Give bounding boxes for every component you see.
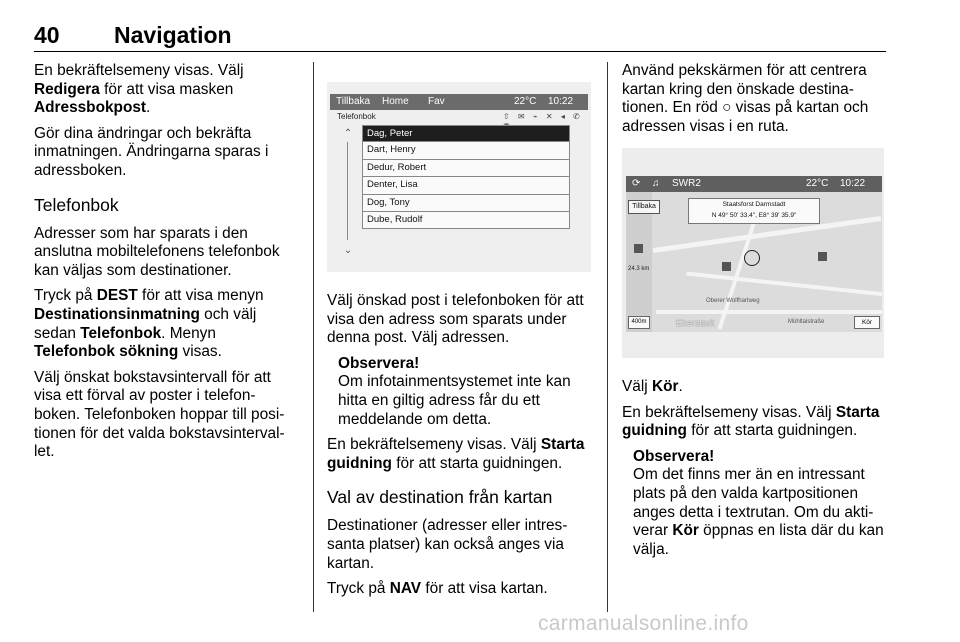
phonebook-screenshot xyxy=(327,82,591,272)
map-screenshot xyxy=(622,148,884,358)
street-label: Mühltalstraße xyxy=(788,319,825,325)
column-2 xyxy=(327,292,593,606)
note-body: Om det finns mer än en intressant plats på den valda kartpositionen anges detta i textrutan. Om du akti-verar Kör öppnas en lista där du kan välja. xyxy=(633,466,884,558)
list-item[interactable]: Denter, Lisa xyxy=(362,177,570,194)
map-road xyxy=(686,272,882,297)
radio-icon: ♫ xyxy=(652,178,660,189)
temperature-readout: 22°C xyxy=(806,178,829,189)
address-line-1: Staatsforst Darmstadt xyxy=(722,201,786,208)
note-title: Observera! xyxy=(633,447,715,465)
address-box[interactable] xyxy=(688,198,820,224)
city-label: Eberstadt xyxy=(676,318,715,328)
phonebook-top-bar xyxy=(330,94,588,110)
column-1 xyxy=(34,62,296,469)
col1-paragraph-3: Adresser som har sparats i den anslutna mobiltelefonens telefonbok kan väljas som destinationer. xyxy=(34,224,280,279)
poi-icon xyxy=(634,244,643,253)
page-number: 40 xyxy=(34,22,60,48)
phonebook-list xyxy=(362,125,570,229)
col3-paragraph-1: Använd pekskärmen för att centrera kartan kring den önskade destina-tionen. En röd ○ visas på kartan och adressen visas i en ruta. xyxy=(622,62,869,135)
watermark: carmanualsonline.info xyxy=(538,612,749,635)
map-road xyxy=(656,310,882,314)
note-2 xyxy=(622,448,888,560)
note-body: Om infotainmentsystemet inte kan hitta en giltig adress får du ett meddelande om detta. xyxy=(338,373,571,428)
scale-button[interactable]: 400m xyxy=(628,316,650,329)
crosshair-icon xyxy=(744,250,760,266)
scroll-up-icon[interactable]: ⌃ xyxy=(343,128,353,139)
phonebook-subtitle: Telefonbok xyxy=(337,112,376,121)
col3-paragraph-2: Välj Kör. xyxy=(622,378,683,395)
col1-paragraph-4: Tryck på DEST för att visa menyn Destinationsinmatning och välj sedan Telefonbok. Menyn Telefonbok sökning visas. xyxy=(34,287,264,361)
parking-icon xyxy=(818,252,827,261)
column-divider-1 xyxy=(313,62,314,612)
street-label: Oberer Wolfhartweg xyxy=(706,298,760,304)
col2-paragraph-3: Destinationer (adresser eller intres-santa platser) kan också anges via kartan. xyxy=(327,517,568,572)
col1-paragraph-1: En bekräftelsemeny visas. Välj Redigera för att visa masken Adressbokpost. xyxy=(34,62,244,117)
note-title: Observera! xyxy=(338,354,420,372)
map-back-button[interactable]: Tillbaka xyxy=(628,200,660,214)
column-3 xyxy=(622,62,888,143)
list-item[interactable]: Dog, Tony xyxy=(362,195,570,212)
poi-icon xyxy=(722,262,731,271)
column-3-lower xyxy=(622,378,888,566)
address-line-2: N 49° 50' 33.4", E8° 39' 35.9" xyxy=(711,212,797,219)
column-divider-2 xyxy=(607,62,608,612)
map-view[interactable] xyxy=(626,192,882,332)
map-top-bar xyxy=(626,176,882,192)
fav-button[interactable]: Fav xyxy=(428,96,445,107)
heading-telefonbok: Telefonbok xyxy=(34,194,119,215)
col1-paragraph-5: Välj önskat bokstavsintervall för att visa ett förval av poster i telefon-boken. Telefonboken hoppar till posi-tionen för det valda bokstavsinterval-let. xyxy=(34,368,285,461)
scroll-track xyxy=(347,142,348,240)
list-item[interactable]: Dube, Rudolf xyxy=(362,212,570,229)
phonebook-scrollbar[interactable] xyxy=(341,128,355,256)
page-title: Navigation xyxy=(114,22,232,48)
clock-readout: 10:22 xyxy=(548,96,574,107)
list-item[interactable]: Dag, Peter xyxy=(362,125,570,142)
status-icons: ⇧ ✉ ⌁ ✕ ◂ ✆ xyxy=(503,112,583,121)
col2-paragraph-1: Välj önskad post i telefonboken för att visa den adress som sparats under denna post. Välj adressen. xyxy=(327,292,584,347)
kor-button[interactable]: Kör xyxy=(854,316,880,329)
col3-paragraph-3: En bekräftelsemeny visas. Välj Starta guidning för att starta guidningen. xyxy=(622,403,880,440)
note-1 xyxy=(327,355,593,429)
page-header xyxy=(34,20,886,52)
temperature-readout: 22°C xyxy=(514,96,537,107)
list-item[interactable]: Dart, Henry xyxy=(362,142,570,159)
distance-readout: 24.3 km xyxy=(628,266,650,272)
station-readout: SWR2 xyxy=(672,178,701,189)
refresh-icon[interactable]: ⟳ xyxy=(632,178,641,189)
col2-paragraph-4: Tryck på NAV för att visa kartan. xyxy=(327,580,548,598)
list-item[interactable]: Dedur, Robert xyxy=(362,160,570,177)
clock-readout: 10:22 xyxy=(840,178,866,189)
heading-val-fran-kartan: Val av destination från kartan xyxy=(327,487,553,508)
col1-paragraph-2: Gör dina ändringar och bekräfta inmatningen. Ändringarna sparas i adressboken. xyxy=(34,124,269,179)
home-button[interactable]: Home xyxy=(382,96,409,107)
back-button[interactable]: Tillbaka xyxy=(336,96,371,107)
scroll-down-icon[interactable]: ⌄ xyxy=(343,245,353,256)
col2-paragraph-2: En bekräftelsemeny visas. Välj Starta guidning för att starta guidningen. xyxy=(327,436,585,472)
